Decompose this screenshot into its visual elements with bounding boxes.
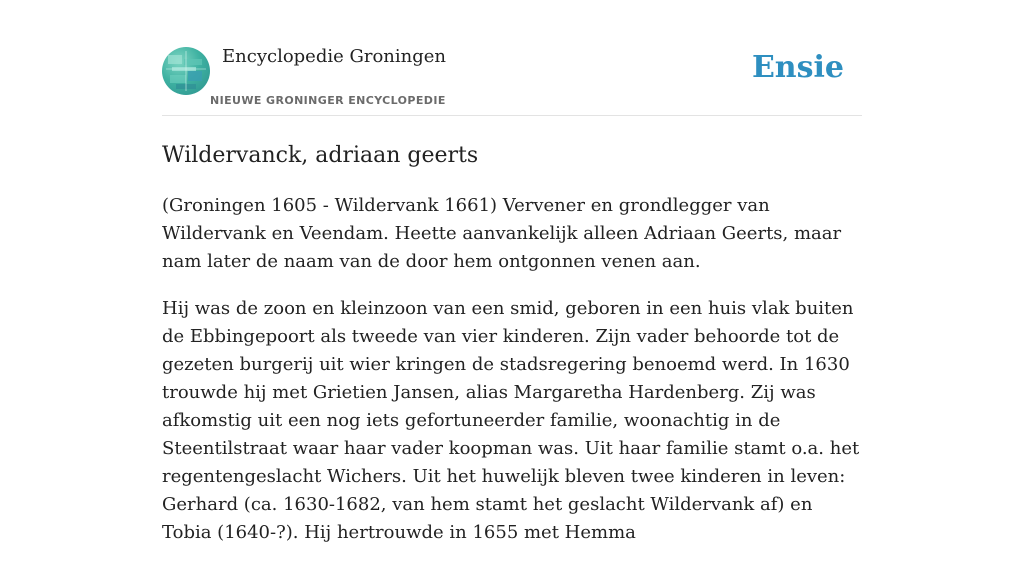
source-title[interactable]: Encyclopedie Groningen [222, 46, 447, 67]
content-container [162, 0, 862, 566]
source-header [162, 0, 862, 116]
source-subtitle: NIEUWE GRONINGER ENCYCLOPEDIE [210, 94, 446, 107]
ensie-logo-link[interactable]: Ensie [751, 50, 844, 85]
entry-paragraph: (Groningen 1605 - Wildervank 1661) Vervener en grondlegger van Wildervank en Veendam. Heette aanvankelijk alleen Adriaan Geerts, maar nam later de naam van de door hem ontgonnen venen aan. [162, 195, 842, 272]
entry-title: Wildervanck, adriaan geerts [162, 143, 479, 168]
entry-paragraph: Hij was de zoon en kleinzoon van een smid, geboren in een huis vlak buiten de Ebbingepoort als tweede van vier kinderen. Zijn vader behoorde tot de gezeten burgerij uit wier kringen de stadsregering benoemd werd. In 1630 trouwde hij met Grietien Jansen, alias Margaretha Hardenberg. Zij was afkomstig uit een nog iets gefortuneerder familie, woonachtig in de Steentilstraat waar haar vader koopman was. Uit haar familie stamt o.a. het regentengeslacht Wichers. Uit het huwelijk bleven twee kinderen in leven: Gerhard (ca. 1630-1682, van hem stamt het geslacht Wildervank af) en Tobia (1640-?). Hij hertrouwde in 1655 met Hemma [162, 298, 860, 543]
map-thumbnail-icon[interactable] [162, 47, 210, 95]
entry-body [162, 192, 862, 547]
